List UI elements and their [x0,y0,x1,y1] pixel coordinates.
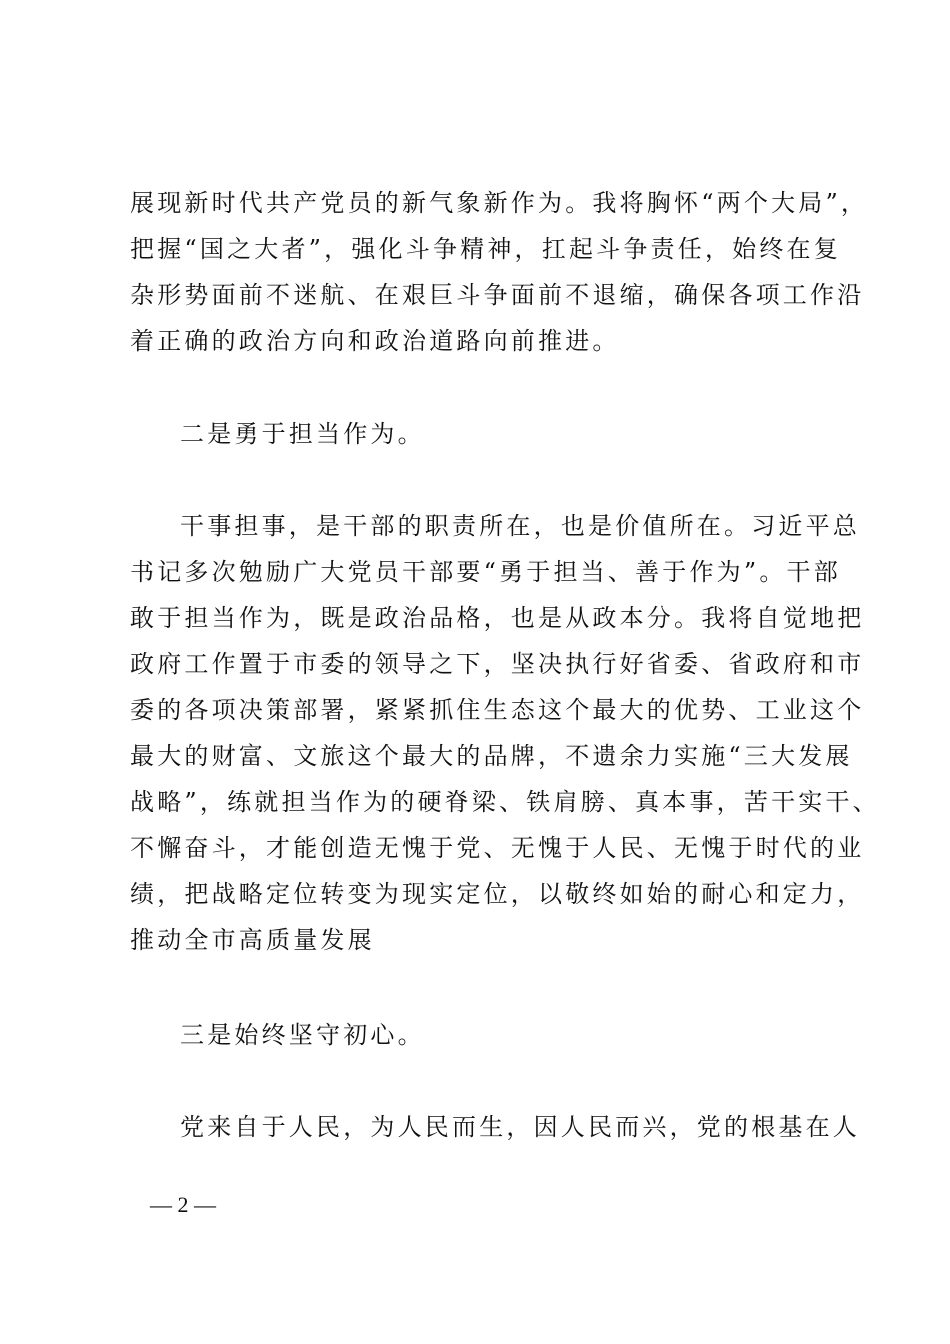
text-line: 书记多次勉励广大党员干部要“勇于担当、善于作为”。干部 [130,558,841,586]
text-line: 最大的财富、文旅这个最大的品牌，不遗余力实施“三大发展 [130,742,853,770]
paragraph-origin [130,1104,860,1150]
text-line: 绩，把战略定位转变为现实定位，以敬终如始的耐心和定力， [130,880,865,908]
text-line: 把握“国之大者”，强化斗争精神，扛起斗争责任，始终在复 [130,235,841,263]
section-heading-2 [130,411,830,457]
paragraph-responsibility [130,503,880,963]
paragraph-continuation [130,180,869,364]
section-heading-3 [130,1012,830,1058]
text-line: 干事担事，是干部的职责所在，也是价值所在。习近平总 [180,512,860,540]
text-line: 敢于担当作为，既是政治品格，也是从政本分。我将自觉地把 [130,604,865,632]
text-line: 杂形势面前不迷航、在艰巨斗争面前不退缩，确保各项工作沿 [130,281,865,309]
text-line: 委的各项决策部署，紧紧抓住生态这个最大的优势、工业这个 [130,696,865,724]
page-number: — 2 — [150,1192,216,1217]
text-line: 着正确的政治方向和政治道路向前推进。 [130,327,620,355]
text-line: 展现新时代共产党员的新气象新作为。我将胸怀“两个大局”， [130,189,869,217]
text-line: 战略”，练就担当作为的硬脊梁、铁肩膀、真本事，苦干实干、 [130,788,880,816]
text-line: 推动全市高质量发展 [130,926,375,954]
heading-text: 二是勇于担当作为。 [180,420,425,448]
heading-text: 三是始终坚守初心。 [180,1021,425,1049]
text-line: 政府工作置于市委的领导之下，坚决执行好省委、省政府和市 [130,650,865,678]
text-line: 不懈奋斗，才能创造无愧于党、无愧于人民、无愧于时代的业 [130,834,865,862]
text-line: 党来自于人民，为人民而生，因人民而兴，党的根基在人 [180,1113,860,1141]
